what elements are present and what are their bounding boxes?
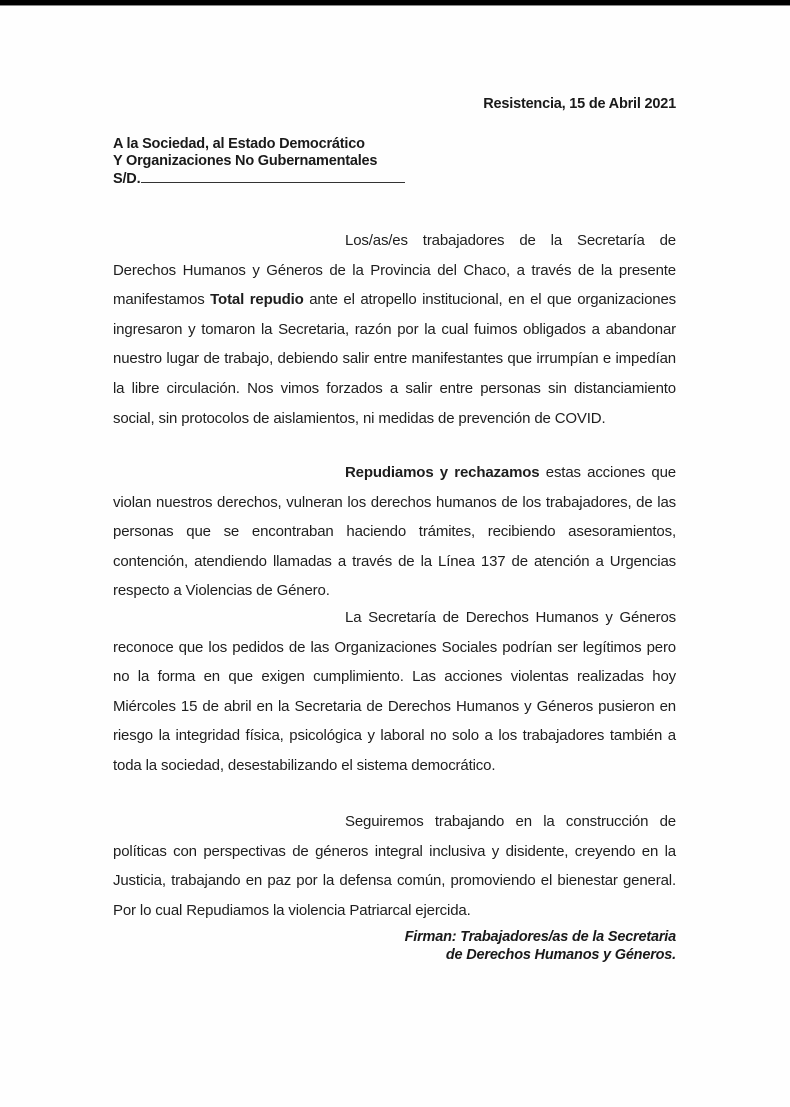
sd-underline [141, 170, 405, 183]
signature-line-2: de Derechos Humanos y Géneros. [445, 947, 676, 963]
date-line: Resistencia, 15 de Abril 2021 [483, 96, 676, 112]
paragraph-1-text [113, 226, 676, 433]
signature-block [405, 928, 676, 964]
paragraph-4-text: Seguiremos trabajando en la construcción de políticas con perspectivas de géneros integral inclusiva y disidente, creyendo en la Justicia, trabajando en paz por la defensa común, promoviendo el bienestar general. Por lo cual Repudiamos la violencia Patriarcal ejercida. [113, 813, 676, 919]
signature-line-1: Firman: Trabajadores/as de la Secretaria [404, 929, 676, 945]
addressee-line-1: A la Sociedad, al Estado Democrático [113, 136, 365, 152]
paragraph-2 [113, 458, 676, 606]
sd-label: S/D. [113, 171, 141, 187]
paragraph-3 [113, 603, 676, 781]
paragraph-2-bold: Repudiamos y rechazamos [345, 464, 540, 481]
paragraph-1-lead: Los/as/es trabajadores de la Secretaría de Derechos Humanos y Géneros de la Provincia del Chaco, a través de la presente manifestamos [113, 232, 676, 309]
paragraph-4 [113, 807, 676, 925]
addressee-line-3 [113, 170, 405, 188]
addressee-block [113, 136, 405, 188]
paragraph-2-text [113, 458, 676, 606]
addressee-line-2: Y Organizaciones No Gubernamentales [113, 153, 378, 169]
paragraph-1 [113, 226, 676, 433]
paragraph-1-bold: Total repudio [210, 291, 304, 309]
paragraph-2-rest: estas acciones que violan nuestros derechos, vulneran los derechos humanos de los trabajadores, de las personas que se encontraban haciendo trámites, recibiendo asesoramientos, contención, atendiendo llamadas a través de la Línea 137 de atención a Urgencias respecto a Violencias de Género. [113, 464, 676, 600]
paragraph-1-rest: ante el atropello institucional, en el que organizaciones ingresaron y tomaron la Secretaria, razón por la cual fuimos obligados a abandonar nuestro lugar de trabajo, debiendo salir entre manifestantes que irrumpían e impedían la libre circulación. Nos vimos forzados a salir entre personas sin distanciamiento social, sin protocolos de aislamientos, ni medidas de prevención de COVID. [113, 291, 676, 427]
paragraph-3-text: La Secretaría de Derechos Humanos y Géneros reconoce que los pedidos de las Organizaciones Sociales podrían ser legítimos pero no la forma en que exigen cumplimiento. Las acciones violentas realizadas hoy Miércoles 15 de abril en la Secretaria de Derechos Humanos y Géneros pusieron en riesgo la integridad física, psicológica y laboral no solo a los trabajadores también a toda la sociedad, desestabilizando el sistema democrático. [113, 609, 676, 774]
